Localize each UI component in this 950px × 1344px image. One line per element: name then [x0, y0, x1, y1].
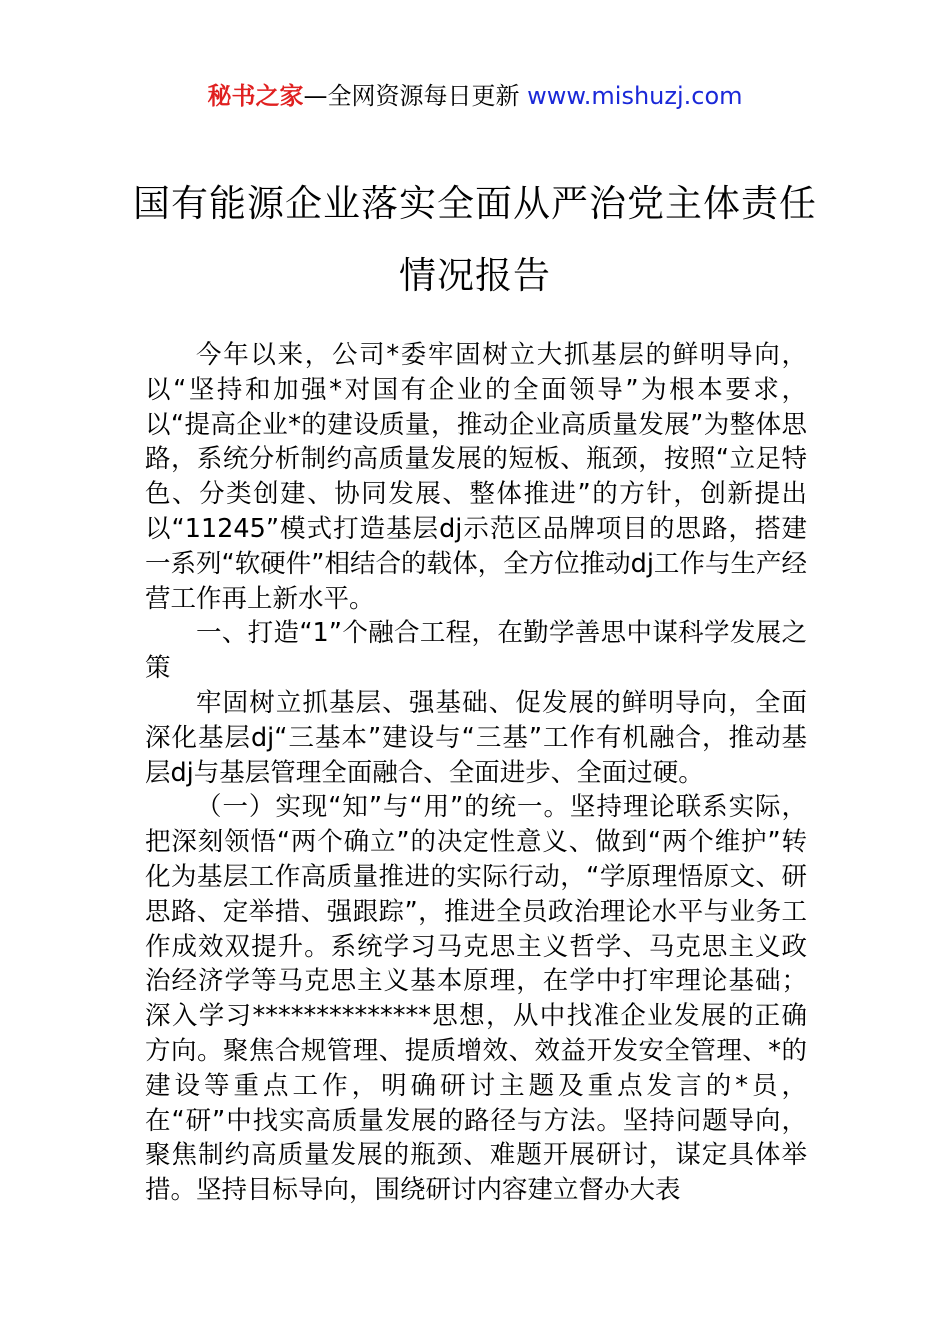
header-tagline: —全网资源每日更新 [303, 82, 528, 110]
intro-paragraph: 今年以来，公司*委牢固树立大抓基层的鲜明导向，以“坚持和加强*对国有企业的全面领导”为根本要求，以“提高企业*的建设质量，推动企业高质量发展”为整体思路，系统分析制约高质量发展的短板、瓶颈，按照“立足特色、分类创建、协同发展、整体推进”的方针，创新提出以“11245”模式打造基层dj示范区品牌项目的思路，搭建一系列“软硬件”相结合的载体，全方位推动dj工作与生产经营工作再上新水平。 [145, 340, 807, 614]
title-line-2: 情况报告 [399, 254, 551, 297]
title-line-1: 国有能源企业落实全面从严治党主体责任 [133, 182, 817, 225]
site-header [0, 78, 950, 114]
subsection-1-paragraph: （一）实现“知”与“用”的统一。坚持理论联系实际，把深刻领悟“两个确立”的决定性意义、做到“两个维护”转化为基层工作高质量推进的实际行动，“学原理悟原文、研思路、定举措、强跟踪”，推进全员政治理论水平与业务工作成效双提升。系统学习马克思主义哲学、马克思主义政治经济学等马克思主义基本原理，在学中打牢理论基础；深入学习**************思想，从中找准企业发展的正确方向。聚焦合规管理、提质增效、效益开发安全管理、*的建设等重点工作，明确研讨主题及重点发言的*员，在“研”中找实高质量发展的路径与方法。坚持问题导向，聚焦制约高质量发展的瓶颈、难题开展研讨，谋定具体举措。坚持目标导向，围绕研讨内容建立督办大表 [145, 792, 807, 1206]
document-body [145, 338, 807, 1208]
brand-name: 秘书之家 [207, 82, 304, 110]
document-title [0, 168, 950, 312]
section-1-paragraph: 牢固树立抓基层、强基础、促发展的鲜明导向，全面深化基层dj“三基本”建设与“三基”工作有机融合，推动基层dj与基层管理全面融合、全面进步、全面过硬。 [145, 687, 807, 788]
section-heading-1: 一、打造“1”个融合工程，在勤学善思中谋科学发展之策 [145, 618, 807, 684]
site-url[interactable]: www.mishuzj.com [527, 82, 743, 110]
